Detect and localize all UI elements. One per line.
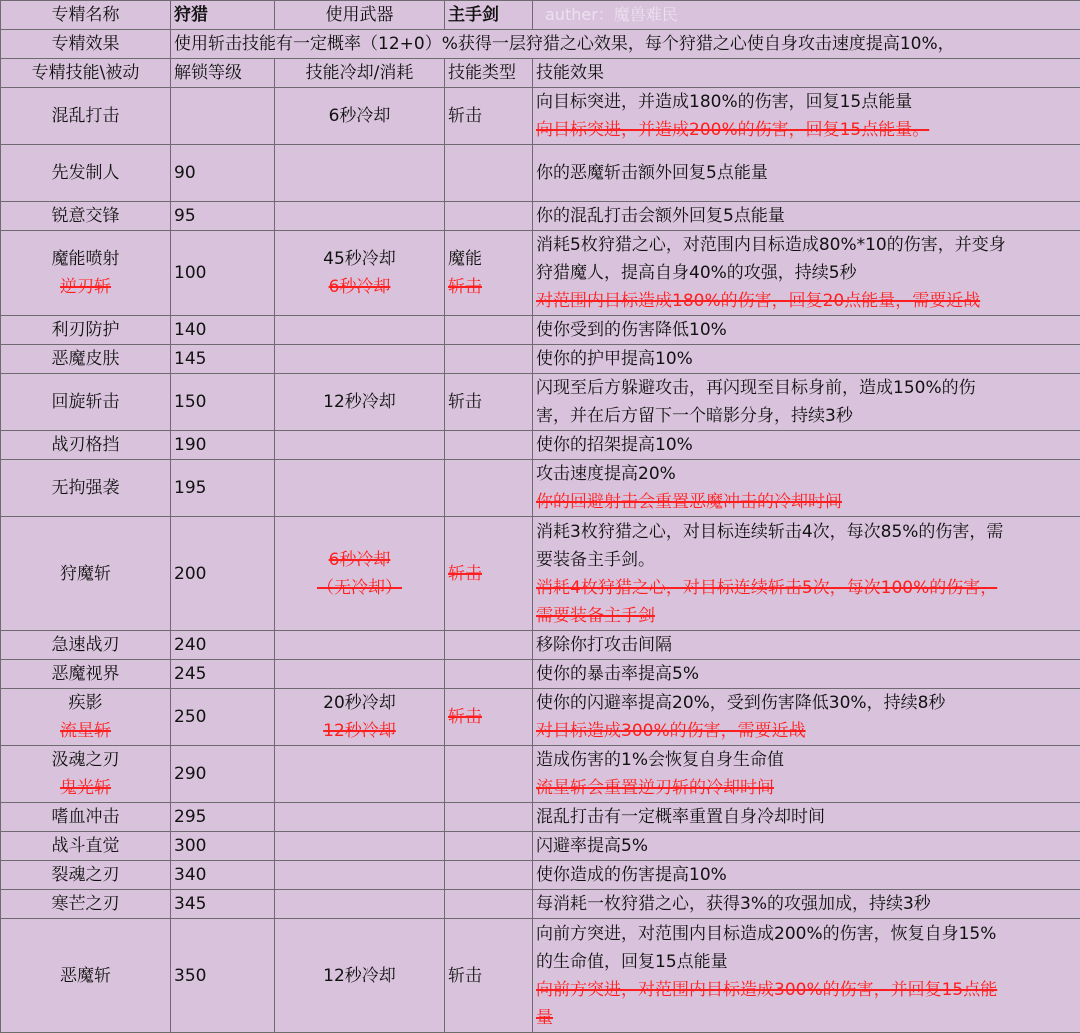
skill-name: 利刃防护 <box>1 316 170 344</box>
skill-effect-old-line: 对目标造成300%的伤害，需要近战 <box>536 717 1080 745</box>
unlock-level: 190 <box>171 431 275 460</box>
unlock-level: 340 <box>171 861 275 890</box>
skill-effect-cell <box>533 316 1080 345</box>
skill-name-cell <box>1 345 171 374</box>
unlock-level: 290 <box>171 746 275 803</box>
cooldown: 6秒冷却 <box>275 102 444 130</box>
skill-type-cell <box>445 231 533 316</box>
cooldown-cell <box>275 746 445 803</box>
skill-effect-old-line: 你的回避射击会重置恶魔冲击的冷却时间 <box>536 488 1080 516</box>
skill-name: 先发制人 <box>1 159 170 187</box>
cooldown-cell <box>275 460 445 517</box>
skill-name: 锐意交锋 <box>1 202 170 230</box>
table-row <box>1 660 1080 689</box>
skill-effect-line: 向前方突进，对范围内目标造成200%的伤害，恢复自身15% <box>536 920 1080 948</box>
skill-effect-line: 使你的暴击率提高5% <box>536 660 1080 688</box>
skill-effect-old-line: 需要装备主手剑 <box>536 602 1080 630</box>
cooldown-cell <box>275 631 445 660</box>
skill-effect-cell <box>533 861 1080 890</box>
skill-type-cell <box>445 689 533 746</box>
unlock-level: 245 <box>171 660 275 689</box>
skill-effect-old-line: 消耗4枚狩猎之心，对目标连续斩击5次，每次100%的伤害， <box>536 574 1080 602</box>
skill-type: 斩击 <box>448 962 532 990</box>
cooldown: 12秒冷却 <box>275 388 444 416</box>
skill-type: 斩击 <box>448 388 532 416</box>
skill-type-cell <box>445 374 533 431</box>
skill-effect-line: 害，并在后方留下一个暗影分身，持续3秒 <box>536 402 1080 430</box>
skill-effect-cell <box>533 374 1080 431</box>
cooldown-old: 6秒冷却 <box>275 273 444 301</box>
skill-name: 战斗直觉 <box>1 832 170 860</box>
unlock-level: 295 <box>171 803 275 832</box>
skill-name-cell <box>1 631 171 660</box>
skill-effect-old-line: 量 <box>536 1004 1080 1032</box>
skill-effect-line: 闪现至后方躲避攻击，再闪现至目标身前，造成150%的伤 <box>536 374 1080 402</box>
col-type: 技能类型 <box>445 59 533 88</box>
skill-type-cell <box>445 631 533 660</box>
skill-effect-line: 每消耗一枚狩猎之心，获得3%的攻强加成，持续3秒 <box>536 890 1080 918</box>
cooldown-cell <box>275 431 445 460</box>
skill-name: 寒芒之刃 <box>1 890 170 918</box>
skill-name-cell <box>1 145 171 202</box>
skill-effect-line: 移除你打攻击间隔 <box>536 631 1080 659</box>
header-row <box>1 1 1080 30</box>
skill-effect-line: 使你造成的伤害提高10% <box>536 861 1080 889</box>
unlock-level: 250 <box>171 689 275 746</box>
skill-effect-cell <box>533 832 1080 861</box>
cooldown-cell <box>275 517 445 631</box>
table-row <box>1 231 1080 316</box>
cooldown-cell <box>275 861 445 890</box>
cooldown-cell <box>275 803 445 832</box>
skill-name: 急速战刃 <box>1 631 170 659</box>
skill-effect-old-line: 向目标突进，并造成200%的伤害，回复15点能量。 <box>536 116 1080 144</box>
unlock-level: 300 <box>171 832 275 861</box>
skill-name-cell <box>1 316 171 345</box>
skill-effect-old-line: 对范围内目标造成180%的伤害，回复20点能量，需要近战 <box>536 287 1080 315</box>
cooldown-cell <box>275 832 445 861</box>
table-row <box>1 145 1080 202</box>
cooldown-old: 12秒冷却 <box>275 717 444 745</box>
skill-name-cell <box>1 861 171 890</box>
skill-type-cell <box>445 890 533 919</box>
skill-effect-old-line: 向前方突进，对范围内目标造成300%的伤害，并回复15点能 <box>536 976 1080 1004</box>
skill-type-cell <box>445 431 533 460</box>
cooldown-cell <box>275 88 445 145</box>
skill-name-cell <box>1 660 171 689</box>
skill-effect-line: 的生命值，回复15点能量 <box>536 948 1080 976</box>
skill-name: 混乱打击 <box>1 102 170 130</box>
col-skill: 专精技能\被动 <box>1 59 171 88</box>
col-effect: 技能效果 <box>533 59 1080 88</box>
skill-effect-line: 造成伤害的1%会恢复自身生命值 <box>536 746 1080 774</box>
table-row <box>1 517 1080 631</box>
table-row <box>1 460 1080 517</box>
skill-type-cell <box>445 919 533 1033</box>
skill-effect-cell <box>533 231 1080 316</box>
col-cooldown: 技能冷却/消耗 <box>275 59 445 88</box>
skill-effect-cell <box>533 460 1080 517</box>
skill-effect-cell <box>533 517 1080 631</box>
skill-type-cell <box>445 660 533 689</box>
skill-effect-cell <box>533 202 1080 231</box>
author-cell <box>533 1 1080 30</box>
skill-name: 疾影 <box>1 689 170 717</box>
effect-row <box>1 30 1080 59</box>
weapon-value: 主手剑 <box>445 1 533 30</box>
cooldown-cell <box>275 660 445 689</box>
skill-type-old: 斩击 <box>448 560 532 588</box>
skill-type-cell <box>445 517 533 631</box>
skill-effect-line: 攻击速度提高20% <box>536 460 1080 488</box>
skill-effect-line: 要装备主手剑。 <box>536 546 1080 574</box>
skill-type-cell <box>445 145 533 202</box>
skill-name-cell <box>1 689 171 746</box>
skill-type-old: 斩击 <box>448 273 532 301</box>
cooldown-cell <box>275 890 445 919</box>
cooldown: 20秒冷却 <box>275 689 444 717</box>
table-row <box>1 803 1080 832</box>
table-row <box>1 316 1080 345</box>
unlock-level: 150 <box>171 374 275 431</box>
skill-name-cell <box>1 431 171 460</box>
unlock-level: 100 <box>171 231 275 316</box>
table-row <box>1 631 1080 660</box>
skill-effect-cell <box>533 919 1080 1033</box>
table-row <box>1 832 1080 861</box>
skill-effect-line: 闪避率提高5% <box>536 832 1080 860</box>
skill-name-cell <box>1 803 171 832</box>
skill-name-cell <box>1 517 171 631</box>
unlock-level: 145 <box>171 345 275 374</box>
cooldown: 12秒冷却 <box>275 962 444 990</box>
skill-type-cell <box>445 88 533 145</box>
skill-effect-line: 消耗3枚狩猎之心，对目标连续斩击4次，每次85%的伤害，需 <box>536 518 1080 546</box>
table-row <box>1 861 1080 890</box>
spec-name: 狩猎 <box>171 1 275 30</box>
skill-type-cell <box>445 316 533 345</box>
skill-effect-cell <box>533 345 1080 374</box>
skill-effect-cell <box>533 746 1080 803</box>
skill-effect-cell <box>533 431 1080 460</box>
skill-name-old: 流星斩 <box>1 717 170 745</box>
unlock-level: 350 <box>171 919 275 1033</box>
skill-type: 魔能 <box>448 245 532 273</box>
skill-effect-line: 消耗5枚狩猎之心，对范围内目标造成80%*10的伤害，并变身 <box>536 231 1080 259</box>
table-row <box>1 374 1080 431</box>
cooldown-cell <box>275 202 445 231</box>
skill-name: 回旋斩击 <box>1 388 170 416</box>
unlock-level <box>171 88 275 145</box>
skill-name-cell <box>1 88 171 145</box>
skill-type-cell <box>445 803 533 832</box>
skill-type-cell <box>445 345 533 374</box>
skill-effect-cell <box>533 689 1080 746</box>
skill-effect-line: 混乱打击有一定概率重置自身冷却时间 <box>536 803 1080 831</box>
table-row <box>1 919 1080 1033</box>
skill-name: 裂魂之刃 <box>1 861 170 889</box>
skill-name-cell <box>1 746 171 803</box>
skill-type-cell <box>445 460 533 517</box>
skill-effect-line: 向目标突进，并造成180%的伤害，回复15点能量 <box>536 88 1080 116</box>
unlock-level: 95 <box>171 202 275 231</box>
author-text: auther：魔兽难民 <box>545 5 678 24</box>
skill-name-old: 逆刃斩 <box>1 273 170 301</box>
skill-name: 恶魔斩 <box>1 962 170 990</box>
skill-name-cell <box>1 890 171 919</box>
cooldown-cell <box>275 316 445 345</box>
cooldown-cell <box>275 689 445 746</box>
cooldown-cell <box>275 919 445 1033</box>
skill-effect-line: 你的恶魔斩击额外回复5点能量 <box>536 159 1080 187</box>
unlock-level: 240 <box>171 631 275 660</box>
skill-effect-cell <box>533 803 1080 832</box>
skill-type-cell <box>445 202 533 231</box>
skill-type-cell <box>445 746 533 803</box>
skill-effect-cell <box>533 88 1080 145</box>
table-row <box>1 345 1080 374</box>
skill-effect-cell <box>533 890 1080 919</box>
skill-effect-line: 使你的闪避率提高20%，受到伤害降低30%，持续8秒 <box>536 689 1080 717</box>
skill-name-cell <box>1 460 171 517</box>
skill-name: 狩魔斩 <box>1 560 170 588</box>
spec-label: 专精名称 <box>1 1 171 30</box>
skill-effect-line: 你的混乱打击会额外回复5点能量 <box>536 202 1080 230</box>
unlock-level: 200 <box>171 517 275 631</box>
effect-label: 专精效果 <box>1 30 171 59</box>
skill-name: 汲魂之刃 <box>1 746 170 774</box>
skill-name-cell <box>1 374 171 431</box>
effect-text: 使用斩击技能有一定概率（12+0）%获得一层狩猎之心效果，每个狩猎之心使自身攻击速度提高10%， <box>171 30 1080 59</box>
table-row <box>1 689 1080 746</box>
unlock-level: 140 <box>171 316 275 345</box>
skill-name-cell <box>1 832 171 861</box>
skill-type-cell <box>445 832 533 861</box>
skill-effect-cell <box>533 145 1080 202</box>
skill-type-old: 斩击 <box>448 703 532 731</box>
skill-effect-line: 使你受到的伤害降低10% <box>536 316 1080 344</box>
unlock-level: 345 <box>171 890 275 919</box>
cooldown-cell <box>275 374 445 431</box>
table-row <box>1 202 1080 231</box>
skill-effect-line: 狩猎魔人，提高自身40%的攻强，持续5秒 <box>536 259 1080 287</box>
col-level: 解锁等级 <box>171 59 275 88</box>
table-row <box>1 890 1080 919</box>
skill-name: 魔能喷射 <box>1 245 170 273</box>
table-row <box>1 431 1080 460</box>
cooldown-cell <box>275 145 445 202</box>
skill-effect-cell <box>533 631 1080 660</box>
skill-name: 嗜血冲击 <box>1 803 170 831</box>
skill-name-cell <box>1 919 171 1033</box>
cooldown: 45秒冷却 <box>275 245 444 273</box>
skill-effect-line: 使你的招架提高10% <box>536 431 1080 459</box>
cooldown-old: 6秒冷却 <box>275 546 444 574</box>
skill-name: 恶魔视界 <box>1 660 170 688</box>
skill-name: 恶魔皮肤 <box>1 345 170 373</box>
skill-name-cell <box>1 231 171 316</box>
unlock-level: 195 <box>171 460 275 517</box>
skill-effect-line: 使你的护甲提高10% <box>536 345 1080 373</box>
cooldown-cell <box>275 231 445 316</box>
skill-name: 无拘强袭 <box>1 474 170 502</box>
skill-name-old: 鬼光斩 <box>1 774 170 802</box>
skill-effect-old-line: 流星斩会重置逆刃斩的冷却时间 <box>536 774 1080 802</box>
table-row <box>1 88 1080 145</box>
table-row <box>1 746 1080 803</box>
skill-type-cell <box>445 861 533 890</box>
cooldown-old-note: （无冷却） <box>275 574 444 602</box>
cooldown-cell <box>275 345 445 374</box>
skill-type: 斩击 <box>448 102 532 130</box>
skill-name-cell <box>1 202 171 231</box>
unlock-level: 90 <box>171 145 275 202</box>
skill-name: 战刃格挡 <box>1 431 170 459</box>
weapon-label: 使用武器 <box>275 1 445 30</box>
skill-effect-cell <box>533 660 1080 689</box>
column-header-row <box>1 59 1080 88</box>
